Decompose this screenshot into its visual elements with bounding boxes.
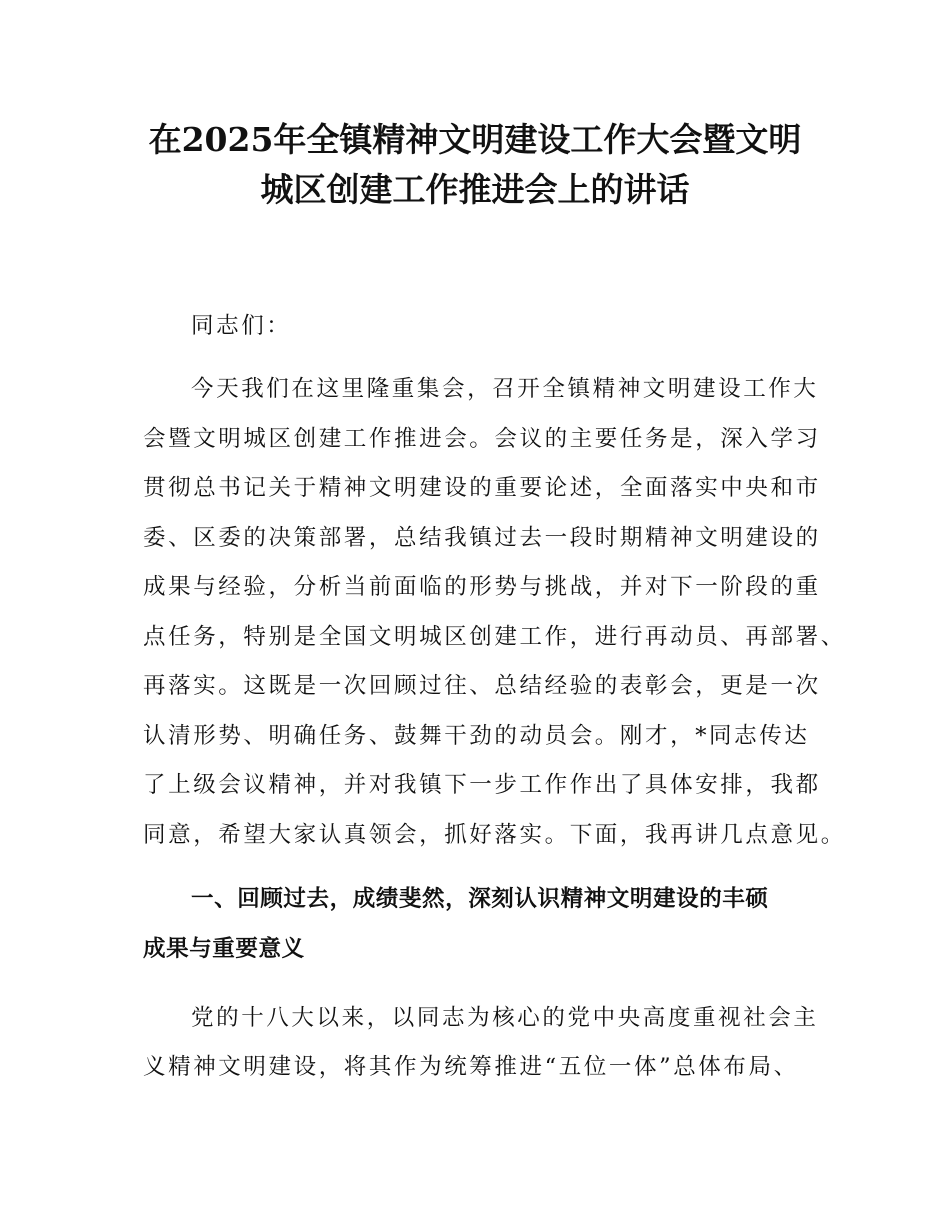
paragraph2-line: 义精神文明建设，将其作为统筹推进“五位一体”总体布局、 — [143, 1054, 799, 1080]
paragraph1-line: 今天我们在这里隆重集会，召开全镇精神文明建设工作大 — [191, 376, 819, 402]
document-title-line-1: 在2025年全镇精神文明建设工作大会暨文明 — [148, 120, 802, 159]
document-title-line-2: 城区创建工作推进会上的讲话 — [260, 170, 690, 209]
paragraph1-line: 贯彻总书记关于精神文明建设的重要论述，全面落实中央和市 — [143, 475, 821, 501]
paragraph1-line: 点任务，特别是全国文明城区创建工作，进行再动员、再部署、 — [143, 624, 846, 650]
paragraph1-line: 成果与经验，分析当前面临的形势与挑战，并对下一阶段的重 — [143, 574, 821, 600]
section-heading-1-line-2: 成果与重要意义 — [143, 936, 305, 962]
section-heading-1-line-1: 一、回顾过去，成绩斐然，深刻认识精神文明建设的丰硕 — [191, 886, 769, 912]
paragraph1-line: 认清形势、明确任务、鼓舞干劲的动员会。刚才，*同志传达 — [143, 723, 810, 749]
paragraph2-line: 党的十八大以来，以同志为核心的党中央高度重视社会主 — [191, 1005, 819, 1031]
paragraph1-line: 委、区委的决策部署，总结我镇过去一段时期精神文明建设的 — [143, 525, 821, 551]
paragraph1-line: 会暨文明城区创建工作推进会。会议的主要任务是，深入学习 — [143, 426, 821, 452]
salutation: 同志们： — [191, 313, 292, 339]
paragraph1-line: 同意，希望大家认真领会，抓好落实。下面，我再讲几点意见。 — [143, 822, 846, 848]
paragraph1-line: 再落实。这既是一次回顾过往、总结经验的表彰会，更是一次 — [143, 673, 821, 699]
paragraph1-line: 了上级会议精神，并对我镇下一步工作作出了具体安排，我都 — [143, 772, 821, 798]
